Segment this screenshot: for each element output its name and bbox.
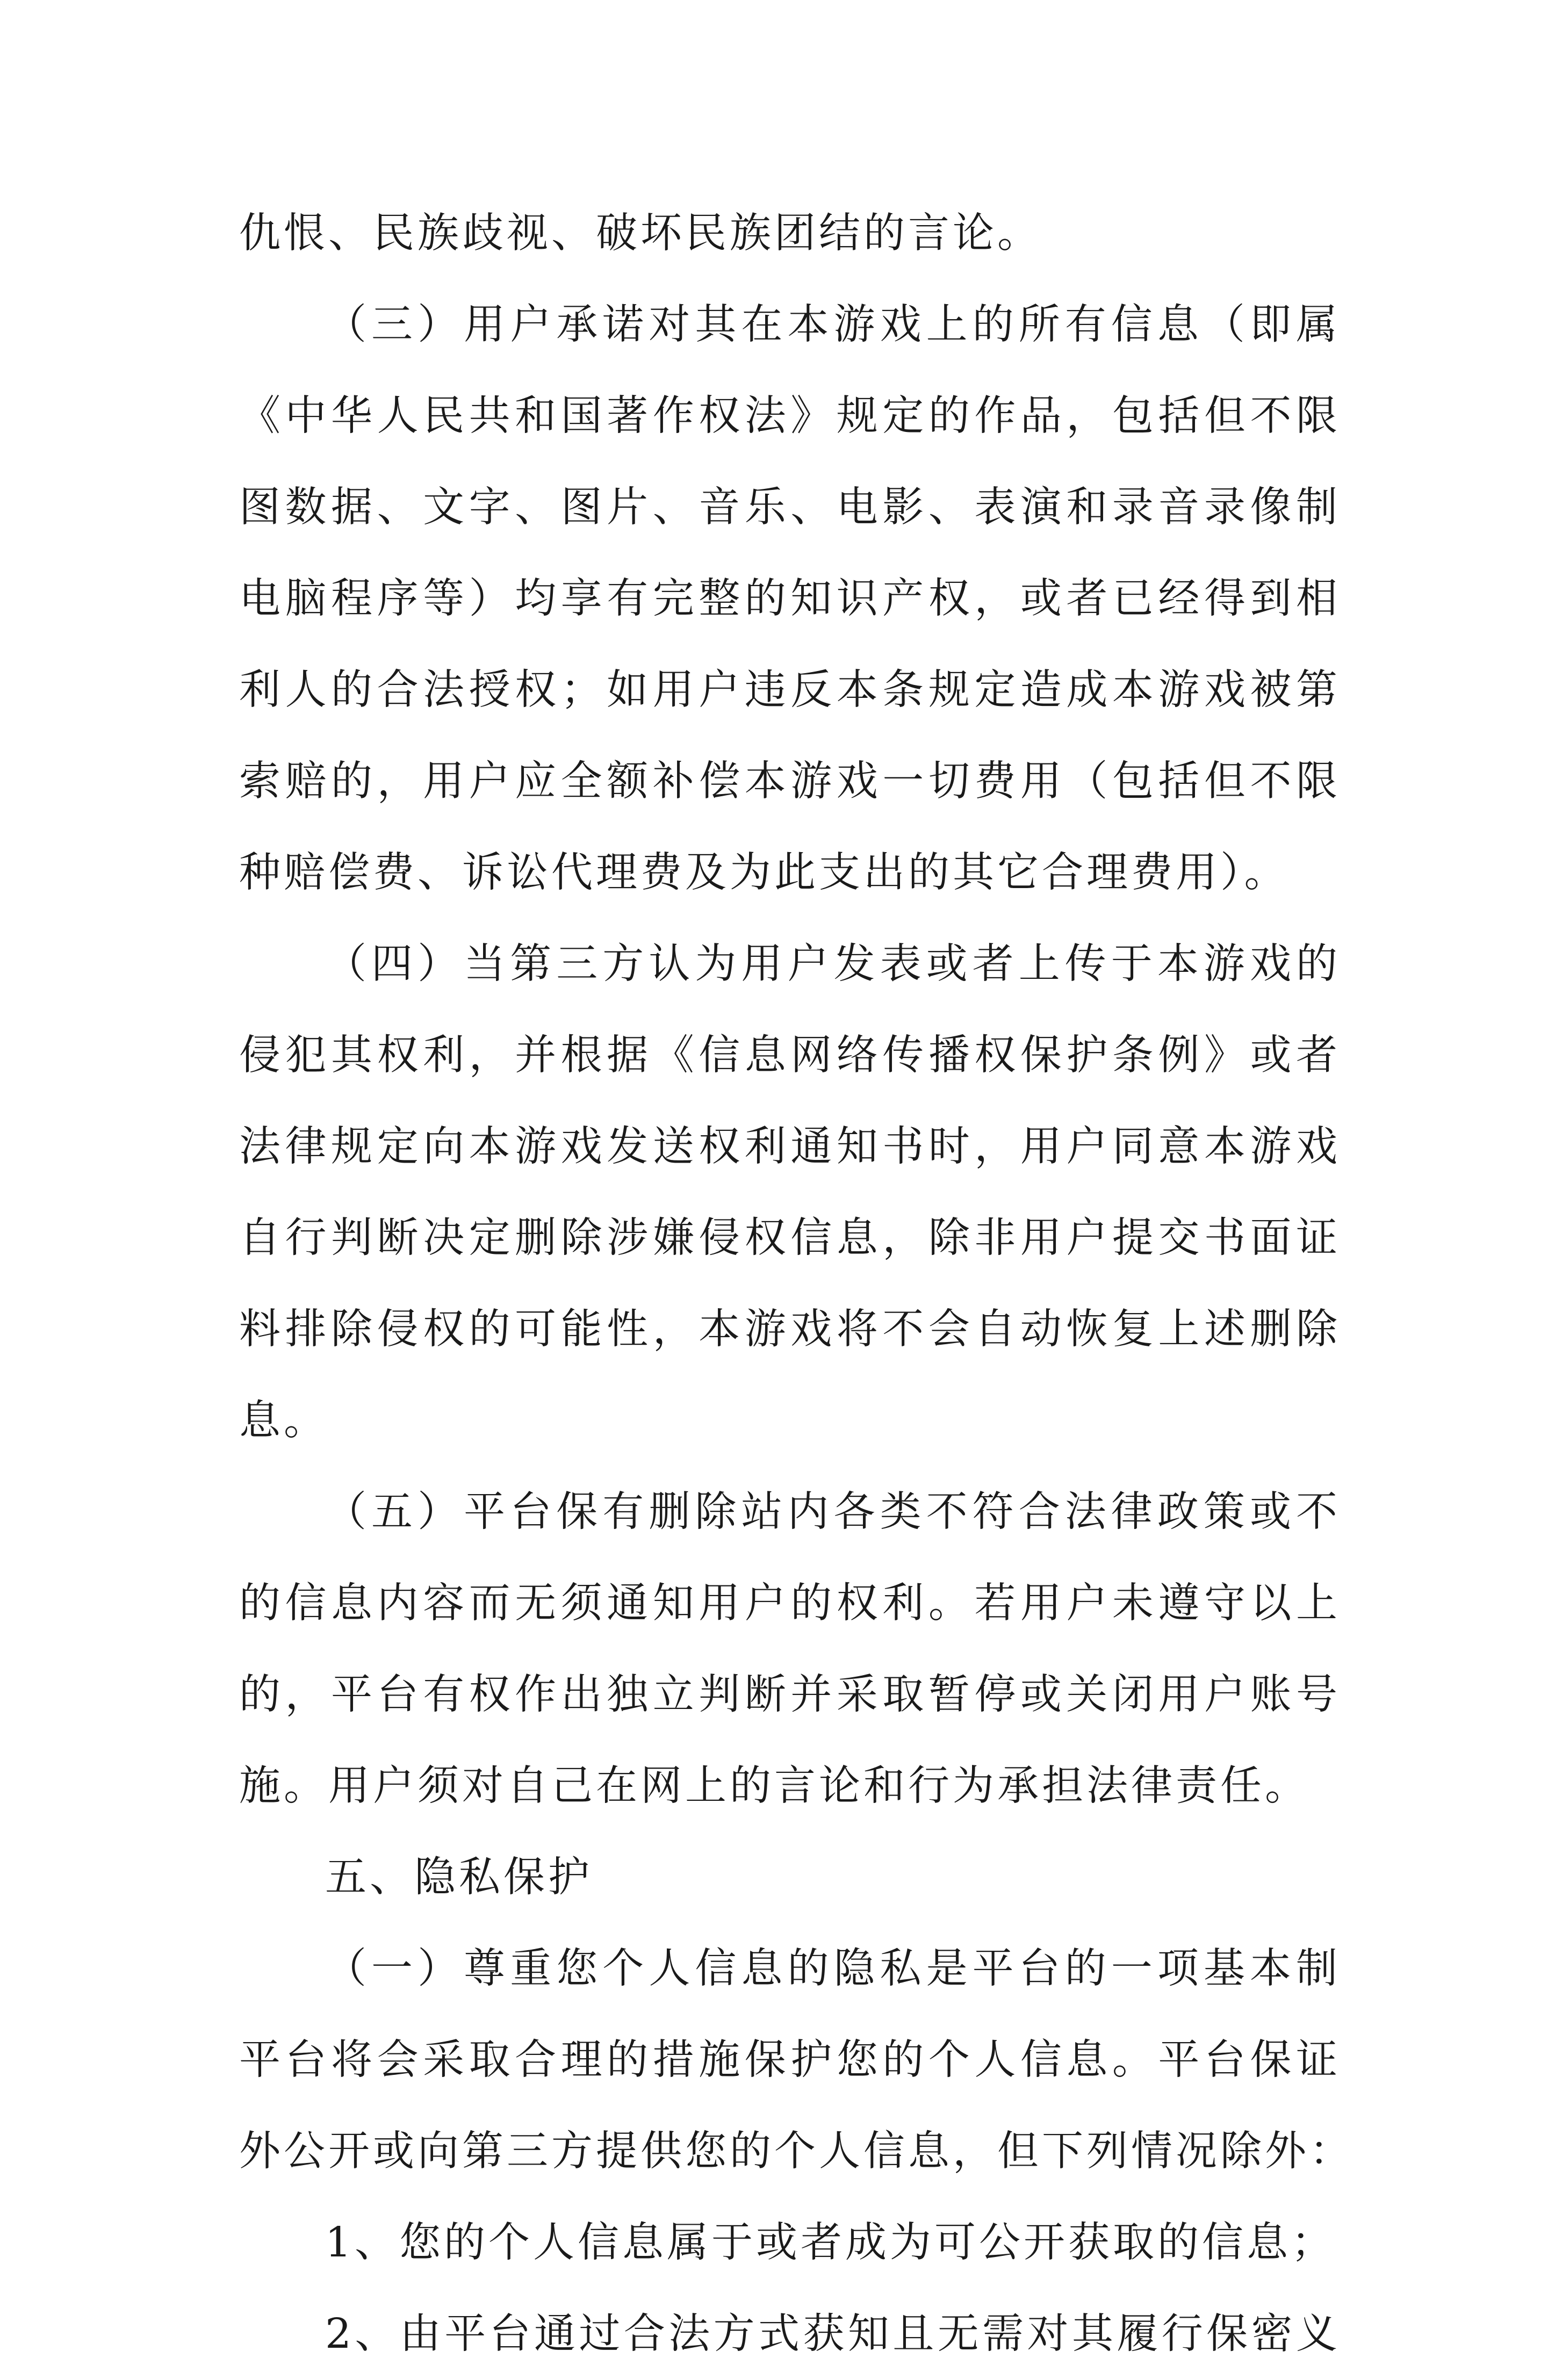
text-line: （五）平台保有删除站内各类不符合法律政策或不 xyxy=(325,1488,1341,1536)
text-line: 利人的合法授权；如用户违反本条规定造成本游戏被第 xyxy=(239,666,1341,714)
text-line: 1、您的个人信息属于或者成为可公开获取的信息； xyxy=(325,2219,1336,2267)
text-line: 图数据、文字、图片、音乐、电影、表演和录音录像制 xyxy=(239,484,1341,531)
text-line: 料排除侵权的可能性，本游戏将不会自动恢复上述删除 xyxy=(239,1306,1341,1353)
text-line: 仇恨、民族歧视、破坏民族团结的言论。 xyxy=(239,210,1042,257)
document-body xyxy=(239,188,1354,2380)
text-line: 的，平台有权作出独立判断并采取暂停或关闭用户账号 xyxy=(239,1671,1341,1719)
text-line: 种赔偿费、诉讼代理费及为此支出的其它合理费用）。 xyxy=(239,849,1289,897)
text-line: 侵犯其权利，并根据《信息网络传播权保护条例》或者 xyxy=(239,1032,1341,1079)
text-line: 的信息内容而无须通知用户的权利。若用户未遵守以上 xyxy=(239,1580,1341,1627)
text-line: 《中华人民共和国著作权法》规定的作品，包括但不限 xyxy=(239,392,1341,440)
text-line: 平台将会采取合理的措施保护您的个人信息。平台保证 xyxy=(239,2036,1341,2084)
text-line: 2、由平台通过合法方式获知且无需对其履行保密义 xyxy=(325,2310,1341,2358)
text-line: 息。 xyxy=(239,1397,328,1445)
text-line: 电脑程序等）均享有完整的知识产权，或者已经得到相 xyxy=(239,575,1341,623)
text-line: （三）用户承诺对其在本游戏上的所有信息（即属 xyxy=(325,301,1341,349)
text-line: （一）尊重您个人信息的隐私是平台的一项基本制 xyxy=(325,1945,1341,1993)
text-line: 自行判断决定删除涉嫌侵权信息，除非用户提交书面证 xyxy=(239,1214,1341,1262)
text-line: 五、隐私保护 xyxy=(325,1853,593,1901)
text-line: 索赔的，用户应全额补偿本游戏一切费用（包括但不限 xyxy=(239,758,1341,805)
text-line: 外公开或向第三方提供您的个人信息，但下列情况除外： xyxy=(239,2127,1354,2175)
text-line: 法律规定向本游戏发送权利通知书时，用户同意本游戏 xyxy=(239,1123,1341,1171)
text-line: 施。用户须对自己在网上的言论和行为承担法律责任。 xyxy=(239,1762,1309,1810)
text-line: （四）当第三方认为用户发表或者上传于本游戏的 xyxy=(325,940,1341,988)
